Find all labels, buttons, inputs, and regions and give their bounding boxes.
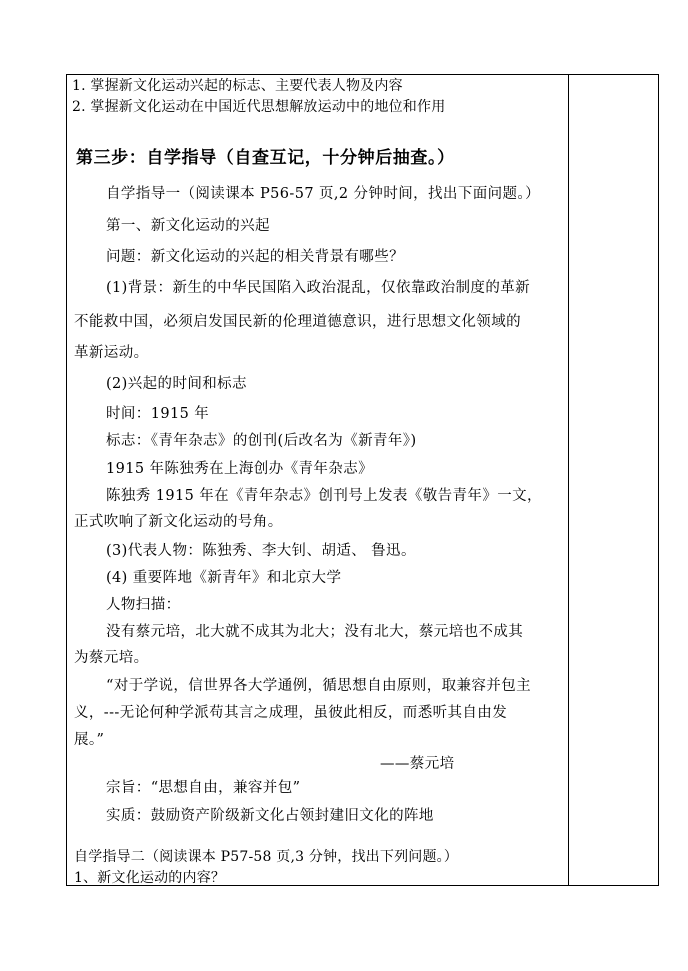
tenet: 宗旨：“思想自由，兼容并包” [106, 780, 301, 796]
rise-mark: 标志：《青年杂志》的创刊(后改名为《新青年》) [106, 433, 417, 449]
guide2-question-1: 1、新文化运动的内容？ [74, 870, 226, 886]
article-line-1: 陈独秀 1915 年在《青年杂志》创刊号上发表《敬告青年》一文， [106, 488, 542, 504]
table-border-right [658, 74, 659, 886]
background-line-1: (1)背景：新生的中华民国陷入政治混乱，仅依靠政治制度的革新 [106, 280, 531, 296]
guide2-intro: 自学指导二（阅读课本 P57-58 页,3 分钟，找出下列问题。） [74, 849, 459, 865]
quote-author: ——蔡元培 [380, 756, 455, 772]
section1-title: 第一、新文化运动的兴起 [106, 218, 270, 234]
table-border-top [66, 74, 659, 75]
essence: 实质：鼓励资产阶级新文化占领封建旧文化的阵地 [106, 808, 434, 824]
representatives: (3)代表人物：陈独秀、李大钊、胡适、 鲁迅。 [106, 543, 416, 559]
cai-quote-line-1: “对于学说，信世界各大学通例，循思想自由原则，取兼容并包主 [106, 678, 532, 694]
table-column-divider [568, 74, 569, 886]
figure-scan-label: 人物扫描： [106, 597, 181, 613]
rise-title: (2)兴起的时间和标志 [106, 376, 247, 392]
important-bases: (4) 重要阵地《新青年》和北京大学 [106, 570, 342, 586]
guide1-intro: 自学指导一（阅读课本 P56-57 页,2 分钟时间，找出下面问题。） [106, 186, 540, 202]
table-border-left [66, 74, 67, 886]
cai-quote-line-3: 展。” [74, 732, 105, 748]
cai-statement-line-1: 没有蔡元培，北大就不成其为北大；没有北大，蔡元培也不成其 [106, 624, 524, 640]
background-question: 问题：新文化运动的兴起的相关背景有哪些？ [106, 249, 404, 265]
step3-heading: 第三步：自学指导（自查互记，十分钟后抽查。） [76, 148, 455, 168]
objective-2: 2. 掌握新文化运动在中国近代思想解放运动中的地位和作用 [72, 99, 446, 115]
magazine-founding: 1915 年陈独秀在上海创办《青年杂志》 [106, 461, 374, 477]
cai-statement-line-2: 为蔡元培。 [74, 650, 149, 666]
objective-1: 1. 掌握新文化运动兴起的标志、主要代表人物及内容 [72, 78, 403, 94]
article-line-2: 正式吹响了新文化运动的号角。 [74, 514, 283, 530]
cai-quote-line-2: 义，---无论何种学派苟其言之成理，虽彼此相反，而悉听其自由发 [74, 705, 508, 721]
background-line-2: 不能救中国，必须启发国民新的伦理道德意识，进行思想文化领域的 [74, 314, 521, 330]
background-line-3: 革新运动。 [74, 345, 149, 361]
rise-time: 时间：1915 年 [106, 406, 210, 422]
